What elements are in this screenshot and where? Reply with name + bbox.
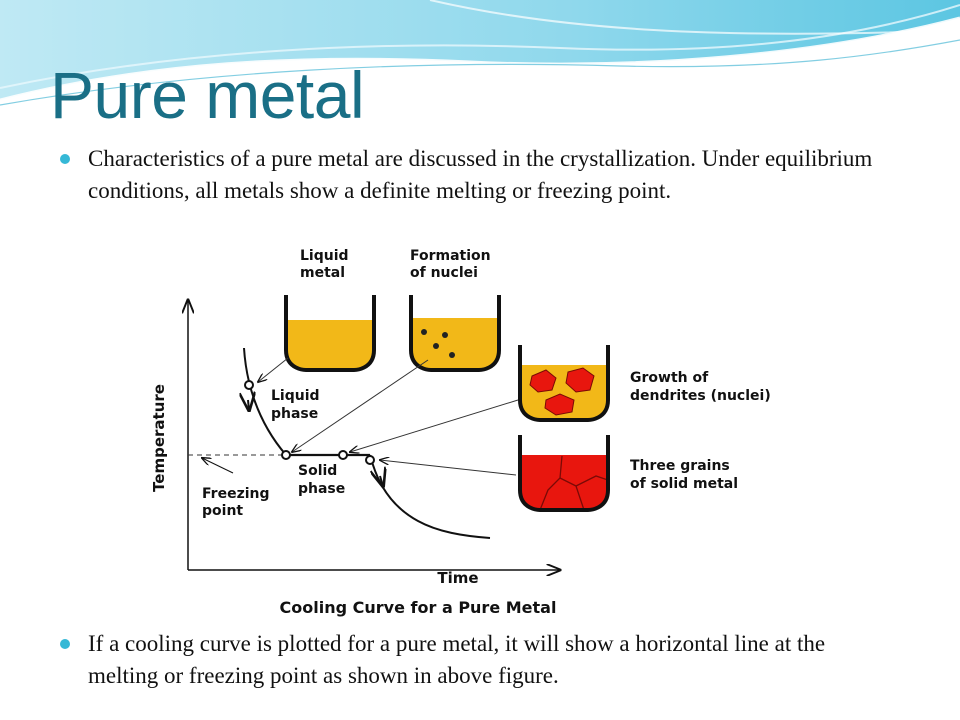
- slide-title: Pure metal: [50, 58, 365, 132]
- freezing-point-label-line1: Freezing: [202, 486, 270, 502]
- nucleus-dot: [442, 332, 448, 338]
- y-axis-label: Temperature: [150, 384, 168, 492]
- stage-label-dendrites-line1: Growth of: [630, 370, 709, 386]
- curve-point-nucleation: [282, 451, 290, 459]
- cooling-curve-figure: [128, 240, 808, 625]
- x-axis-label: Time: [437, 569, 479, 587]
- stage-label-grains-line1: Three grains: [630, 458, 730, 474]
- solid-grains-fill: [520, 455, 608, 510]
- bullet-dot-icon: [60, 154, 70, 164]
- nucleus-dot: [421, 329, 427, 335]
- stage-label-dendrites-line2: dendrites (nuclei): [630, 388, 771, 404]
- bullet-point: [88, 143, 888, 207]
- figure-caption: Cooling Curve for a Pure Metal: [279, 598, 557, 617]
- bullet-dot-icon: [60, 639, 70, 649]
- stage-label-liquid-metal-line1: Liquid: [300, 248, 349, 264]
- solid-phase-label-line2: phase: [298, 481, 346, 497]
- liquid-metal-fill: [286, 320, 374, 370]
- liquid-phase-label-line1: Liquid: [271, 388, 320, 404]
- nucleus-dot: [449, 352, 455, 358]
- freezing-point-arrow: [202, 458, 233, 473]
- stage-label-grains-line2: of solid metal: [630, 476, 739, 492]
- curve-point-growth: [339, 451, 347, 459]
- pointer-arrow-dendrites: [350, 400, 518, 452]
- curve-direction-arrow: [248, 400, 249, 410]
- curve-point-liquid: [245, 381, 253, 389]
- freezing-point-label-line2: point: [202, 503, 244, 519]
- stage-label-liquid-metal-line2: metal: [300, 265, 346, 281]
- pointer-arrow-liquid: [258, 358, 288, 382]
- stage-label-nuclei-line1: Formation: [410, 248, 491, 264]
- pointer-arrow-grains: [380, 460, 516, 475]
- nucleus-dot: [433, 343, 439, 349]
- bullet-text: If a cooling curve is plotted for a pure metal, it will show a horizontal line at the melting or freezing point as shown in above figure.: [88, 631, 826, 688]
- bullet-text: Characteristics of a pure metal are discussed in the crystallization. Under equilibrium conditions, all metals show a definite melting or freezing point.: [88, 146, 873, 203]
- bullet-point: [88, 628, 888, 692]
- curve-point-solid: [366, 456, 374, 464]
- solid-cooling-segment: [370, 455, 490, 538]
- solid-phase-label-line1: Solid: [298, 463, 338, 479]
- liquid-phase-label-line2: phase: [271, 406, 319, 422]
- stage-label-nuclei-line2: of nuclei: [410, 265, 478, 281]
